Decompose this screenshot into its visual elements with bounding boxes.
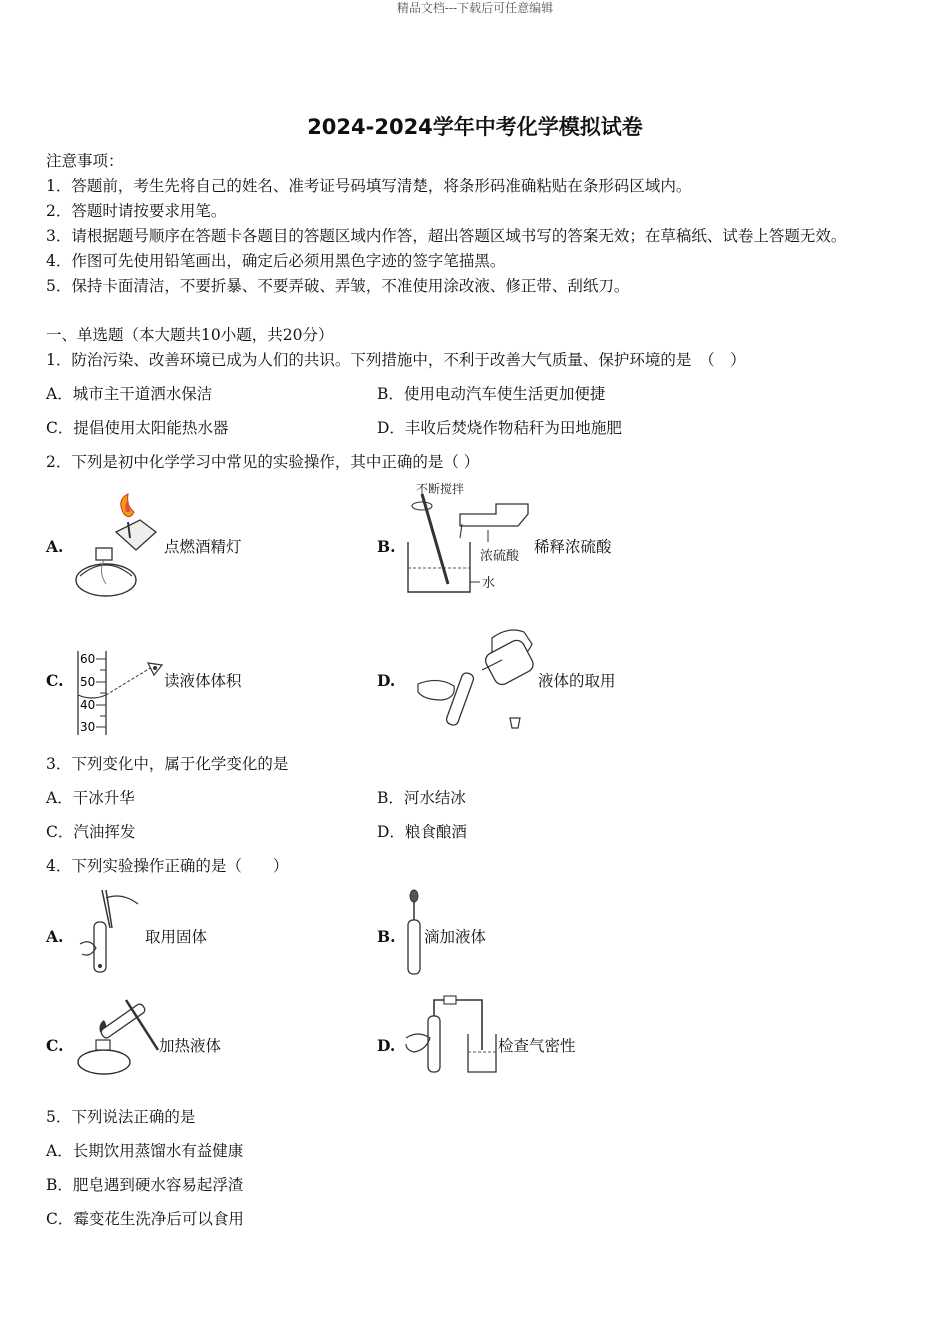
q4-option-d-text: 检查气密性 <box>498 1037 576 1055</box>
fig-label-water: 水 <box>482 576 496 591</box>
dilute-acid-figure <box>400 480 535 598</box>
notice-item-1: 1．答题前，考生先将自己的姓名、准考证号码填写清楚，将条形码准确粘贴在条形码区域内。 <box>46 177 692 195</box>
q4-option-a-text: 取用固体 <box>145 928 208 946</box>
q3-option-d[interactable]: D．粮食酿酒 <box>377 823 467 841</box>
q4-option-c-label[interactable]: C. <box>46 1036 64 1055</box>
fig-label-stir: 不断搅拌 <box>416 482 465 496</box>
q1-option-c[interactable]: C．提倡使用太阳能热水器 <box>46 419 229 437</box>
q4-option-b-text: 滴加液体 <box>424 928 487 946</box>
q2-option-d-label[interactable]: D. <box>377 671 396 690</box>
q2-option-a-label[interactable]: A. <box>46 537 64 556</box>
notice-item-2: 2．答题时请按要求用笔。 <box>46 202 227 220</box>
q2-option-d-text: 液体的取用 <box>538 672 616 690</box>
notice-item-3: 3．请根据题号顺序在答题卡各题目的答题区域内作答，超出答题区域书写的答案无效；在草稿纸、试卷上答题无效。 <box>46 227 847 245</box>
q3-option-a[interactable]: A．干冰升华 <box>46 789 135 807</box>
fig-label-acid: 浓硫酸 <box>480 549 520 564</box>
liquid-pouring-figure <box>408 622 538 734</box>
q1-stem: 1．防治污染、改善环境已成为人们的共识。下列措施中，不利于改善大气质量、保护环境的是 （ ） <box>46 351 746 369</box>
page-title: 2024-2024学年中考化学模拟试卷 <box>307 115 643 139</box>
q3-option-b[interactable]: B．河水结冰 <box>377 789 466 807</box>
q1-option-b[interactable]: B．使用电动汽车使生活更加便捷 <box>377 385 606 403</box>
q5-option-c[interactable]: C．霉变花生洗净后可以食用 <box>46 1210 244 1228</box>
q4-stem: 4．下列实验操作正确的是（ ） <box>46 857 289 875</box>
airtightness-figure <box>402 994 498 1076</box>
q2-stem: 2．下列是初中化学学习中常见的实验操作，其中正确的是（ ） <box>46 453 480 471</box>
q3-stem: 3．下列变化中，属于化学变化的是 <box>46 755 289 773</box>
alcohol-lamp-lighting-figure <box>70 492 170 602</box>
notice-item-5: 5．保持卡面清洁，不要折暴、不要弄破、弄皱，不准使用涂改液、修正带、刮纸刀。 <box>46 277 630 295</box>
q5-option-a[interactable]: A．长期饮用蒸馏水有益健康 <box>46 1142 244 1160</box>
cyl-tick-50: 50 <box>80 675 96 689</box>
q2-option-c-text: 读液体体积 <box>164 672 242 690</box>
q2-option-b-text: 稀释浓硫酸 <box>534 538 612 556</box>
cyl-tick-60: 60 <box>80 652 96 666</box>
cyl-tick-30: 30 <box>80 720 96 734</box>
page-header: 精品文档---下载后可任意编辑 <box>396 1 554 15</box>
q4-option-d-label[interactable]: D. <box>377 1036 396 1055</box>
notice-item-4: 4．作图可先使用铅笔画出，确定后必须用黑色字迹的签字笔描黑。 <box>46 252 506 270</box>
q2-option-c-label[interactable]: C. <box>46 671 64 690</box>
q2-option-a-text: 点燃酒精灯 <box>164 538 242 556</box>
solid-take-figure <box>76 888 146 976</box>
q2-option-b-label[interactable]: B. <box>377 537 396 556</box>
cyl-tick-40: 40 <box>80 698 96 712</box>
q1-option-a[interactable]: A．城市主干道洒水保洁 <box>46 385 213 403</box>
q4-option-a-label[interactable]: A. <box>46 927 64 946</box>
dropper-figure <box>402 888 426 976</box>
section-heading: 一、单选题（本大题共10小题，共20分） <box>46 326 334 344</box>
q1-option-d[interactable]: D．丰收后焚烧作物秸秆为田地施肥 <box>377 419 622 437</box>
q3-option-c[interactable]: C．汽油挥发 <box>46 823 136 841</box>
q4-option-c-text: 加热液体 <box>159 1037 222 1055</box>
graduated-cylinder-figure <box>70 645 170 737</box>
heat-liquid-figure <box>72 996 162 1080</box>
q5-option-b[interactable]: B．肥皂遇到硬水容易起浮渣 <box>46 1176 244 1194</box>
q5-stem: 5．下列说法正确的是 <box>46 1108 196 1126</box>
notice-heading: 注意事项： <box>46 152 124 170</box>
q4-option-b-label[interactable]: B. <box>377 927 396 946</box>
